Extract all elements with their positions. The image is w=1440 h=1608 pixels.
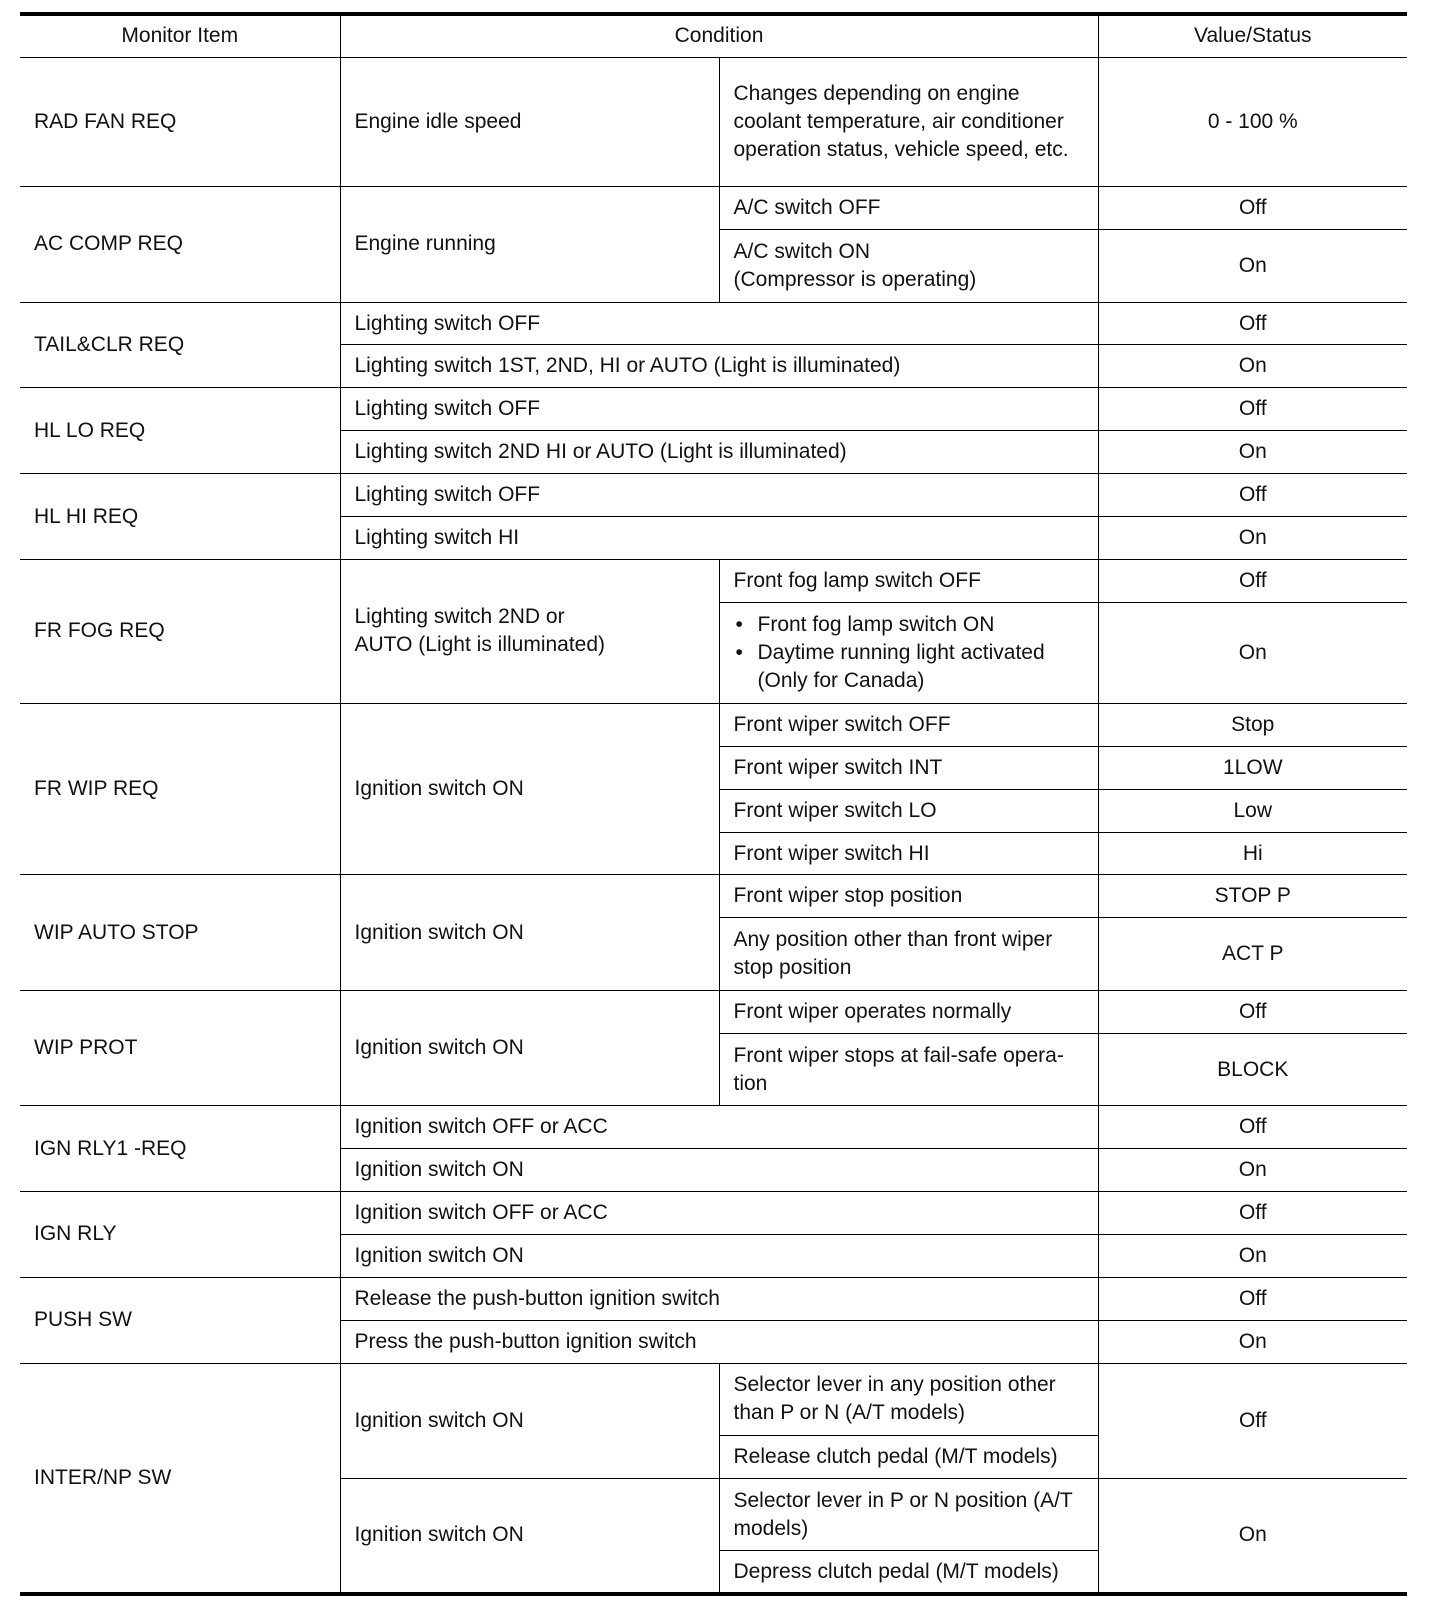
value-status: Off [1098,474,1407,517]
condition: Lighting switch 2ND HI or AUTO (Light is illuminated) [340,431,1098,474]
header-value-status: Value/Status [1098,14,1407,57]
condition: Lighting switch OFF [340,474,1098,517]
monitor-item: AC COMP REQ [20,187,340,302]
monitor-item: PUSH SW [20,1277,340,1363]
condition: Release the push-button ignition switch [340,1277,1098,1320]
sub-condition: Front wiper switch LO [719,789,1098,832]
condition: Lighting switch HI [340,517,1098,560]
condition: Ignition switch ON [340,1478,719,1594]
value-status: On [1098,1320,1407,1363]
condition: Lighting switch 1ST, 2ND, HI or AUTO (Light is illuminated) [340,345,1098,388]
table-row [20,187,1407,230]
sub-condition: Selector lever in P or N position (A/T models) [719,1478,1098,1551]
sub-condition: Front wiper stops at fail-safe opera-tion [719,1033,1098,1106]
sub-condition: Front wiper stop position [719,875,1098,918]
value-status: On [1098,345,1407,388]
monitor-item: RAD FAN REQ [20,57,340,187]
bullet-line: (Only for Canada) [757,668,925,692]
table-row [20,703,1407,746]
table-row [20,1192,1407,1235]
value-status: On [1098,1478,1407,1594]
monitor-item: FR FOG REQ [20,559,340,703]
condition: Ignition switch ON [340,1363,719,1478]
sub-condition [719,602,1098,703]
sub-condition: Front wiper switch HI [719,832,1098,875]
monitor-item-table [20,12,1407,1596]
value-status: BLOCK [1098,1033,1407,1106]
condition: Ignition switch ON [340,875,719,990]
monitor-item: FR WIP REQ [20,703,340,875]
condition: Lighting switch OFF [340,302,1098,345]
value-status: On [1098,1149,1407,1192]
table-row [20,559,1407,602]
value-status: Hi [1098,832,1407,875]
condition: Ignition switch ON [340,703,719,875]
sub-condition: A/C switch OFF [719,187,1098,230]
value-status: On [1098,602,1407,703]
value-status: 1LOW [1098,746,1407,789]
bullet-item [758,639,1084,695]
value-status: Off [1098,1363,1407,1478]
value-status: On [1098,1234,1407,1277]
bullet-item: • Front fog lamp switch ON [758,611,1084,639]
condition: Ignition switch ON [340,1149,1098,1192]
value-status: Off [1098,388,1407,431]
condition: Ignition switch ON [340,990,719,1105]
sub-condition-line: (Compressor is operating) [733,267,977,291]
value-status: On [1098,230,1407,303]
table-row [20,1106,1407,1149]
monitor-item: TAIL&CLR REQ [20,302,340,388]
table-row [20,474,1407,517]
table-row [20,57,1407,187]
value-status: Low [1098,789,1407,832]
value-status: Off [1098,187,1407,230]
table-row [20,388,1407,431]
table-row [20,1277,1407,1320]
monitor-item: HL LO REQ [20,388,340,474]
condition: Press the push-button ignition switch [340,1320,1098,1363]
sub-condition: Depress clutch pedal (M/T models) [719,1551,1098,1594]
condition: Lighting switch OFF [340,388,1098,431]
monitor-item: WIP PROT [20,990,340,1105]
sub-condition: Selector lever in any position other than P or N (A/T models) [719,1363,1098,1436]
bullet-line: • Daytime running light activated [757,640,1045,664]
sub-condition: Front wiper switch INT [719,746,1098,789]
condition: Engine idle speed [340,57,719,187]
monitor-item: WIP AUTO STOP [20,875,340,990]
bullet-list [734,611,1084,695]
sub-condition: Front fog lamp switch OFF [719,559,1098,602]
value-status: ACT P [1098,918,1407,991]
table-row [20,302,1407,345]
table-row [20,875,1407,918]
value-status: Off [1098,302,1407,345]
header-monitor-item: Monitor Item [20,14,340,57]
sub-condition-line: A/C switch ON [733,239,871,263]
monitor-item: HL HI REQ [20,474,340,560]
value-status: STOP P [1098,875,1407,918]
condition: Engine running [340,187,719,302]
value-status: Off [1098,990,1407,1033]
monitor-item: INTER/NP SW [20,1363,340,1594]
sub-condition: Changes depending on engine coolant temperature, air conditioner operation status, vehicle speed, etc. [719,57,1098,187]
value-status: Off [1098,1277,1407,1320]
table-row [20,990,1407,1033]
condition [340,559,719,703]
sub-condition [719,230,1098,303]
value-status: On [1098,517,1407,560]
monitor-item: IGN RLY1 -REQ [20,1106,340,1192]
condition: Ignition switch ON [340,1234,1098,1277]
sub-condition: Front wiper switch OFF [719,703,1098,746]
sub-condition: Front wiper operates normally [719,990,1098,1033]
header-condition: Condition [340,14,1098,57]
condition-line: Lighting switch 2ND or [354,605,565,629]
value-status: On [1098,431,1407,474]
condition: Ignition switch OFF or ACC [340,1106,1098,1149]
condition-line: AUTO (Light is illuminated) [354,633,606,657]
table-row [20,1363,1407,1436]
monitor-item: IGN RLY [20,1192,340,1278]
value-status: Off [1098,559,1407,602]
sub-condition: Release clutch pedal (M/T models) [719,1436,1098,1479]
value-status: Off [1098,1192,1407,1235]
value-status: Off [1098,1106,1407,1149]
condition: Ignition switch OFF or ACC [340,1192,1098,1235]
value-status: Stop [1098,703,1407,746]
sub-condition: Any position other than front wiper stop position [719,918,1098,991]
header-row [20,14,1407,57]
value-status: 0 - 100 % [1098,57,1407,187]
